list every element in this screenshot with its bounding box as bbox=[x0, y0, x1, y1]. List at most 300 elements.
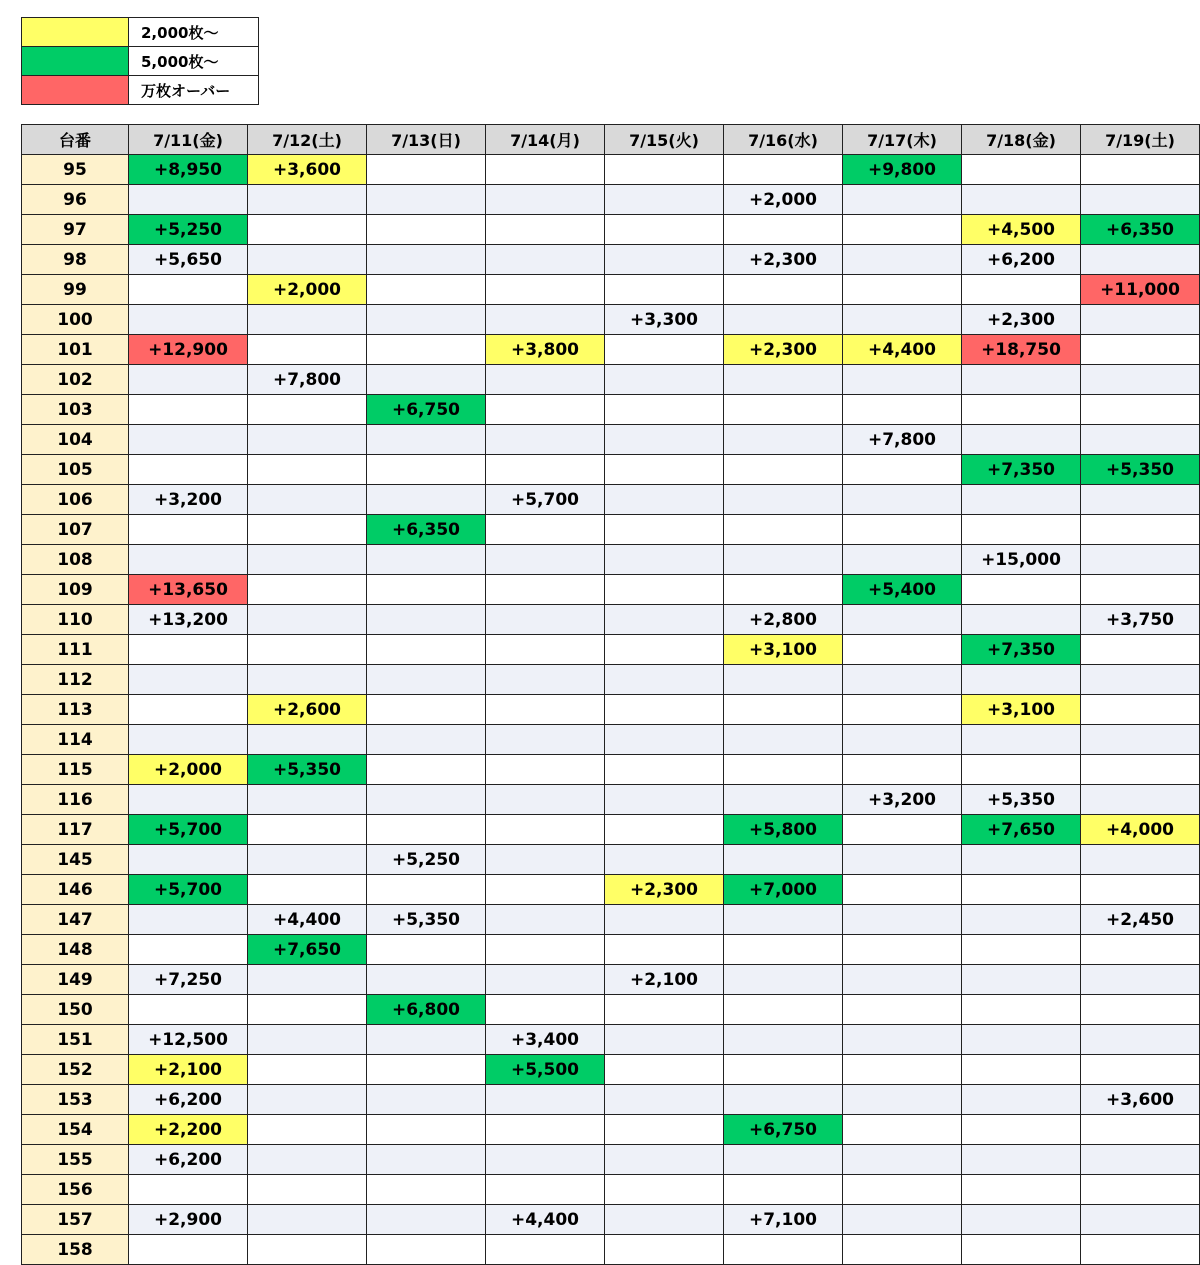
result-cell bbox=[248, 335, 367, 365]
result-cell bbox=[1081, 845, 1200, 875]
result-cell bbox=[367, 755, 486, 785]
result-cell bbox=[724, 1175, 843, 1205]
result-cell bbox=[843, 1205, 962, 1235]
result-cell bbox=[1081, 785, 1200, 815]
result-cell bbox=[129, 695, 248, 725]
result-cell bbox=[843, 395, 962, 425]
result-cell bbox=[605, 155, 724, 185]
result-cell bbox=[843, 965, 962, 995]
machine-number: 102 bbox=[22, 365, 129, 395]
result-cell bbox=[605, 635, 724, 665]
result-cell bbox=[129, 455, 248, 485]
result-cell bbox=[248, 1085, 367, 1115]
legend-label: 5,000枚〜 bbox=[129, 47, 259, 76]
result-cell: +3,750 bbox=[1081, 605, 1200, 635]
result-cell bbox=[962, 905, 1081, 935]
result-cell bbox=[367, 575, 486, 605]
result-cell: +12,500 bbox=[129, 1025, 248, 1055]
machine-number: 100 bbox=[22, 305, 129, 335]
table-row bbox=[22, 935, 1200, 965]
result-cell bbox=[962, 725, 1081, 755]
result-cell: +6,800 bbox=[367, 995, 486, 1025]
result-cell bbox=[724, 755, 843, 785]
result-cell: +5,800 bbox=[724, 815, 843, 845]
result-cell bbox=[724, 455, 843, 485]
result-cell bbox=[248, 575, 367, 605]
result-cell bbox=[486, 1145, 605, 1175]
result-cell bbox=[367, 1115, 486, 1145]
result-cell: +6,350 bbox=[367, 515, 486, 545]
result-cell: +3,200 bbox=[843, 785, 962, 815]
result-cell bbox=[1081, 515, 1200, 545]
table-row bbox=[22, 215, 1200, 245]
date-header: 7/14(月) bbox=[486, 125, 605, 155]
result-cell bbox=[486, 635, 605, 665]
result-cell bbox=[724, 425, 843, 455]
result-cell: +3,100 bbox=[724, 635, 843, 665]
table-row bbox=[22, 545, 1200, 575]
table-row bbox=[22, 905, 1200, 935]
table-row bbox=[22, 1205, 1200, 1235]
result-cell bbox=[486, 995, 605, 1025]
result-cell bbox=[724, 575, 843, 605]
result-cell: +5,700 bbox=[129, 815, 248, 845]
result-cell bbox=[367, 1025, 486, 1055]
result-cell bbox=[486, 1235, 605, 1265]
result-cell bbox=[605, 605, 724, 635]
result-cell bbox=[843, 845, 962, 875]
machine-number: 107 bbox=[22, 515, 129, 545]
result-cell bbox=[486, 1115, 605, 1145]
result-cell bbox=[486, 755, 605, 785]
result-cell bbox=[605, 1145, 724, 1175]
result-cell bbox=[962, 485, 1081, 515]
result-cell bbox=[605, 545, 724, 575]
table-row bbox=[22, 335, 1200, 365]
result-cell bbox=[486, 305, 605, 335]
result-cell bbox=[129, 425, 248, 455]
machine-number: 152 bbox=[22, 1055, 129, 1085]
result-cell bbox=[1081, 1205, 1200, 1235]
result-cell bbox=[1081, 725, 1200, 755]
result-cell bbox=[1081, 965, 1200, 995]
result-cell bbox=[605, 395, 724, 425]
result-cell bbox=[962, 1175, 1081, 1205]
result-cell: +6,350 bbox=[1081, 215, 1200, 245]
result-cell bbox=[843, 545, 962, 575]
result-cell bbox=[1081, 485, 1200, 515]
result-cell bbox=[486, 665, 605, 695]
result-cell bbox=[486, 845, 605, 875]
result-cell bbox=[843, 635, 962, 665]
result-cell bbox=[1081, 755, 1200, 785]
result-cell: +7,100 bbox=[724, 1205, 843, 1235]
result-cell bbox=[1081, 1145, 1200, 1175]
legend-swatch bbox=[22, 76, 129, 105]
table-row bbox=[22, 755, 1200, 785]
table-row bbox=[22, 155, 1200, 185]
result-cell: +3,800 bbox=[486, 335, 605, 365]
result-cell bbox=[843, 995, 962, 1025]
result-cell bbox=[843, 605, 962, 635]
result-cell: +7,800 bbox=[843, 425, 962, 455]
result-cell bbox=[1081, 1025, 1200, 1055]
table-row bbox=[22, 845, 1200, 875]
result-cell bbox=[605, 215, 724, 245]
result-cell: +9,800 bbox=[843, 155, 962, 185]
result-cell bbox=[1081, 245, 1200, 275]
result-cell bbox=[962, 1115, 1081, 1145]
result-cell: +5,250 bbox=[129, 215, 248, 245]
table-row bbox=[22, 395, 1200, 425]
result-cell bbox=[367, 185, 486, 215]
table-row bbox=[22, 815, 1200, 845]
table-row bbox=[22, 455, 1200, 485]
result-cell bbox=[605, 905, 724, 935]
result-cell bbox=[843, 1085, 962, 1115]
result-cell: +7,650 bbox=[962, 815, 1081, 845]
result-cell bbox=[367, 425, 486, 455]
table-row bbox=[22, 1085, 1200, 1115]
result-cell: +6,200 bbox=[962, 245, 1081, 275]
result-cell: +4,400 bbox=[486, 1205, 605, 1235]
result-cell bbox=[129, 905, 248, 935]
table-row bbox=[22, 605, 1200, 635]
table-row bbox=[22, 1235, 1200, 1265]
result-cell: +2,300 bbox=[605, 875, 724, 905]
result-cell bbox=[367, 155, 486, 185]
result-cell bbox=[724, 905, 843, 935]
result-cell bbox=[605, 725, 724, 755]
result-cell bbox=[129, 725, 248, 755]
result-cell bbox=[129, 305, 248, 335]
result-cell bbox=[129, 665, 248, 695]
result-cell: +2,000 bbox=[248, 275, 367, 305]
table-row bbox=[22, 485, 1200, 515]
result-cell bbox=[843, 1055, 962, 1085]
result-cell bbox=[367, 1205, 486, 1235]
result-cell bbox=[129, 785, 248, 815]
result-cell: +7,000 bbox=[724, 875, 843, 905]
result-cell bbox=[248, 725, 367, 755]
table-row bbox=[22, 635, 1200, 665]
result-cell bbox=[486, 935, 605, 965]
machine-number: 153 bbox=[22, 1085, 129, 1115]
result-cell bbox=[724, 665, 843, 695]
result-cell bbox=[486, 185, 605, 215]
result-cell bbox=[724, 1145, 843, 1175]
result-cell bbox=[605, 845, 724, 875]
machine-number: 106 bbox=[22, 485, 129, 515]
result-cell: +7,350 bbox=[962, 455, 1081, 485]
result-cell bbox=[248, 1235, 367, 1265]
result-cell bbox=[1081, 365, 1200, 395]
result-cell bbox=[486, 1175, 605, 1205]
result-cell bbox=[843, 455, 962, 485]
table-row bbox=[22, 875, 1200, 905]
machine-number: 111 bbox=[22, 635, 129, 665]
table-row bbox=[22, 1055, 1200, 1085]
result-cell bbox=[605, 815, 724, 845]
legend-label: 2,000枚〜 bbox=[129, 18, 259, 47]
result-cell: +2,450 bbox=[1081, 905, 1200, 935]
result-cell bbox=[843, 725, 962, 755]
result-cell bbox=[367, 695, 486, 725]
result-cell bbox=[248, 815, 367, 845]
result-cell: +8,950 bbox=[129, 155, 248, 185]
result-cell bbox=[1081, 155, 1200, 185]
date-header: 7/11(金) bbox=[129, 125, 248, 155]
machine-number: 114 bbox=[22, 725, 129, 755]
machine-number: 157 bbox=[22, 1205, 129, 1235]
date-header: 7/17(木) bbox=[843, 125, 962, 155]
result-cell bbox=[605, 1085, 724, 1115]
result-cell bbox=[962, 275, 1081, 305]
result-cell: +5,400 bbox=[843, 575, 962, 605]
result-cell bbox=[367, 305, 486, 335]
machine-number: 147 bbox=[22, 905, 129, 935]
table-row bbox=[22, 575, 1200, 605]
result-cell bbox=[1081, 185, 1200, 215]
result-cell bbox=[724, 215, 843, 245]
table-row bbox=[22, 305, 1200, 335]
result-cell bbox=[724, 395, 843, 425]
result-cell bbox=[367, 1175, 486, 1205]
result-cell: +6,200 bbox=[129, 1085, 248, 1115]
result-cell bbox=[129, 1235, 248, 1265]
result-cell bbox=[843, 1115, 962, 1145]
table-row bbox=[22, 785, 1200, 815]
result-cell bbox=[724, 305, 843, 335]
result-cell bbox=[1081, 395, 1200, 425]
result-cell bbox=[486, 275, 605, 305]
result-cell bbox=[843, 1235, 962, 1265]
result-cell bbox=[605, 455, 724, 485]
table-row bbox=[22, 425, 1200, 455]
result-cell bbox=[248, 1115, 367, 1145]
color-legend bbox=[21, 17, 259, 105]
result-cell bbox=[248, 1025, 367, 1055]
table-row bbox=[22, 245, 1200, 275]
result-cell: +5,700 bbox=[486, 485, 605, 515]
result-cell bbox=[962, 365, 1081, 395]
result-cell bbox=[486, 155, 605, 185]
machine-number: 97 bbox=[22, 215, 129, 245]
date-header: 7/13(日) bbox=[367, 125, 486, 155]
result-cell bbox=[486, 905, 605, 935]
result-cell: +4,400 bbox=[248, 905, 367, 935]
result-cell bbox=[724, 515, 843, 545]
result-cell bbox=[486, 425, 605, 455]
result-cell bbox=[605, 995, 724, 1025]
result-cell: +3,600 bbox=[248, 155, 367, 185]
result-cell bbox=[367, 455, 486, 485]
result-cell bbox=[129, 635, 248, 665]
result-cell bbox=[605, 935, 724, 965]
result-cell bbox=[486, 365, 605, 395]
machine-number: 149 bbox=[22, 965, 129, 995]
machine-number: 95 bbox=[22, 155, 129, 185]
result-cell bbox=[1081, 995, 1200, 1025]
result-cell bbox=[248, 215, 367, 245]
result-cell bbox=[724, 1235, 843, 1265]
result-cell: +5,500 bbox=[486, 1055, 605, 1085]
result-cell bbox=[367, 875, 486, 905]
result-cell bbox=[605, 1205, 724, 1235]
result-cell bbox=[605, 335, 724, 365]
result-cell bbox=[486, 1085, 605, 1115]
result-cell bbox=[962, 995, 1081, 1025]
result-cell bbox=[724, 695, 843, 725]
result-cell bbox=[248, 245, 367, 275]
result-cell bbox=[486, 965, 605, 995]
result-cell bbox=[486, 785, 605, 815]
result-cell bbox=[605, 1235, 724, 1265]
table-row bbox=[22, 1145, 1200, 1175]
result-cell bbox=[724, 845, 843, 875]
result-cell: +6,750 bbox=[367, 395, 486, 425]
result-cell bbox=[843, 185, 962, 215]
result-cell bbox=[605, 185, 724, 215]
result-cell: +15,000 bbox=[962, 545, 1081, 575]
result-cell bbox=[129, 275, 248, 305]
table-row bbox=[22, 515, 1200, 545]
result-cell bbox=[962, 755, 1081, 785]
result-cell bbox=[605, 1055, 724, 1085]
result-cell bbox=[605, 575, 724, 605]
result-cell bbox=[1081, 1055, 1200, 1085]
result-cell bbox=[248, 605, 367, 635]
legend-label: 万枚オーバー bbox=[129, 76, 259, 105]
result-cell bbox=[605, 245, 724, 275]
result-cell bbox=[724, 995, 843, 1025]
machine-number: 101 bbox=[22, 335, 129, 365]
result-cell: +4,000 bbox=[1081, 815, 1200, 845]
result-cell bbox=[1081, 665, 1200, 695]
result-cell: +3,200 bbox=[129, 485, 248, 515]
result-cell bbox=[248, 425, 367, 455]
result-cell bbox=[605, 425, 724, 455]
result-cell bbox=[129, 995, 248, 1025]
machine-number: 154 bbox=[22, 1115, 129, 1145]
result-cell bbox=[962, 935, 1081, 965]
result-cell bbox=[1081, 1115, 1200, 1145]
result-cell: +3,600 bbox=[1081, 1085, 1200, 1115]
result-cell bbox=[843, 815, 962, 845]
result-cell: +2,100 bbox=[605, 965, 724, 995]
result-cell bbox=[129, 365, 248, 395]
result-cell bbox=[1081, 545, 1200, 575]
result-cell bbox=[843, 215, 962, 245]
header-row bbox=[22, 125, 1200, 155]
result-cell bbox=[248, 1145, 367, 1175]
result-cell bbox=[724, 275, 843, 305]
result-cell bbox=[605, 365, 724, 395]
machine-number: 105 bbox=[22, 455, 129, 485]
legend-row bbox=[22, 76, 259, 105]
machine-number: 113 bbox=[22, 695, 129, 725]
table-row bbox=[22, 1115, 1200, 1145]
result-cell bbox=[962, 515, 1081, 545]
result-cell bbox=[724, 155, 843, 185]
result-cell: +2,000 bbox=[129, 755, 248, 785]
result-cell: +5,700 bbox=[129, 875, 248, 905]
result-cell bbox=[367, 245, 486, 275]
result-cell bbox=[605, 755, 724, 785]
result-cell: +5,650 bbox=[129, 245, 248, 275]
result-cell bbox=[843, 515, 962, 545]
result-cell: +5,350 bbox=[367, 905, 486, 935]
result-cell bbox=[843, 305, 962, 335]
result-cell bbox=[129, 545, 248, 575]
result-cell: +7,650 bbox=[248, 935, 367, 965]
machine-number: 145 bbox=[22, 845, 129, 875]
result-cell bbox=[843, 275, 962, 305]
result-cell bbox=[962, 1085, 1081, 1115]
result-cell bbox=[1081, 1175, 1200, 1205]
result-cell: +2,300 bbox=[962, 305, 1081, 335]
result-cell bbox=[724, 365, 843, 395]
result-cell bbox=[486, 545, 605, 575]
result-cell bbox=[248, 455, 367, 485]
result-cell bbox=[367, 275, 486, 305]
table-row bbox=[22, 275, 1200, 305]
machine-number: 155 bbox=[22, 1145, 129, 1175]
table-row bbox=[22, 1025, 1200, 1055]
result-cell bbox=[1081, 335, 1200, 365]
result-cell bbox=[843, 695, 962, 725]
result-cell bbox=[724, 785, 843, 815]
result-cell bbox=[129, 185, 248, 215]
result-cell: +3,100 bbox=[962, 695, 1081, 725]
result-cell bbox=[1081, 425, 1200, 455]
result-cell bbox=[962, 575, 1081, 605]
result-cell bbox=[724, 1055, 843, 1085]
date-header: 7/18(金) bbox=[962, 125, 1081, 155]
machine-number: 108 bbox=[22, 545, 129, 575]
result-cell bbox=[1081, 575, 1200, 605]
machine-number: 146 bbox=[22, 875, 129, 905]
date-header: 7/15(火) bbox=[605, 125, 724, 155]
result-cell: +2,000 bbox=[724, 185, 843, 215]
table-row bbox=[22, 665, 1200, 695]
result-cell bbox=[367, 935, 486, 965]
result-cell bbox=[367, 485, 486, 515]
result-cell bbox=[367, 725, 486, 755]
result-cell bbox=[605, 695, 724, 725]
machine-number: 148 bbox=[22, 935, 129, 965]
machine-number: 112 bbox=[22, 665, 129, 695]
result-cell bbox=[248, 485, 367, 515]
result-cell bbox=[962, 605, 1081, 635]
result-cell: +6,750 bbox=[724, 1115, 843, 1145]
result-cell bbox=[367, 365, 486, 395]
result-cell bbox=[962, 185, 1081, 215]
machine-number: 158 bbox=[22, 1235, 129, 1265]
result-cell bbox=[843, 1025, 962, 1055]
result-cell bbox=[962, 845, 1081, 875]
result-cell bbox=[843, 935, 962, 965]
result-cell bbox=[129, 515, 248, 545]
table-row bbox=[22, 365, 1200, 395]
result-cell: +6,200 bbox=[129, 1145, 248, 1175]
legend-swatch bbox=[22, 47, 129, 76]
result-cell bbox=[367, 605, 486, 635]
result-cell bbox=[1081, 695, 1200, 725]
result-cell bbox=[486, 725, 605, 755]
table-row bbox=[22, 725, 1200, 755]
table-row bbox=[22, 1175, 1200, 1205]
